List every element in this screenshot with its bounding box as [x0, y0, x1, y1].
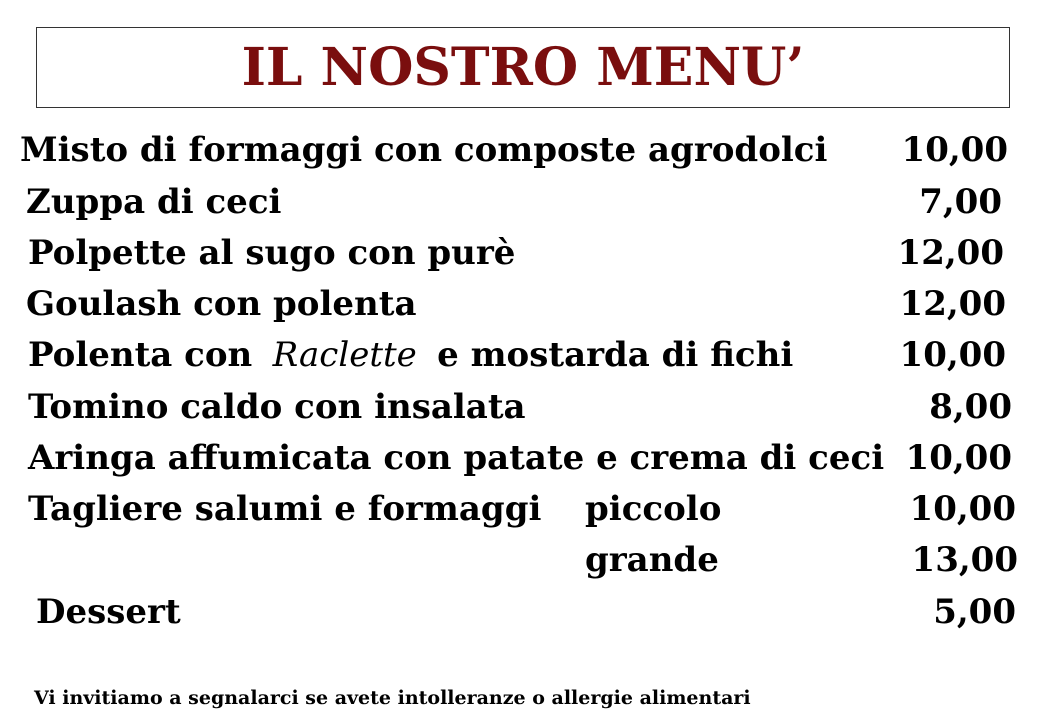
menu-item-name-part: e mostarda di fichi: [437, 335, 794, 375]
menu-item-price: 7,00: [919, 182, 1002, 222]
menu-title: IL NOSTRO MENU’: [241, 37, 805, 98]
menu-item: [0, 333, 1040, 377]
menu-item: [0, 487, 1040, 531]
menu-item-name-part: Polenta con: [28, 335, 253, 375]
menu-item-price: 5,00: [933, 592, 1016, 632]
menu-item-name: Goulash con polenta: [26, 284, 417, 324]
menu-item-price: 8,00: [929, 387, 1012, 427]
menu-item-size: piccolo: [585, 489, 722, 529]
menu-item: [0, 180, 1040, 224]
menu-item-name: Aringa affumicata con patate e crema di ceci: [28, 438, 885, 478]
menu-item-price: 10,00: [905, 438, 1012, 478]
menu-item-name: Polpette al sugo con purè: [28, 233, 516, 273]
menu-item: [0, 231, 1040, 275]
menu-item-variant: [0, 538, 1040, 582]
menu-item-name: Tomino caldo con insalata: [28, 387, 526, 427]
allergy-notice: Vi invitiamo a segnalarci se avete intolleranze o allergie alimentari: [34, 687, 751, 709]
menu-item-price: 12,00: [897, 233, 1004, 273]
menu-item-price: 12,00: [899, 284, 1006, 324]
menu-item-name: [28, 333, 793, 377]
menu-item-size: grande: [585, 540, 719, 580]
menu-item-price: 10,00: [901, 130, 1008, 170]
menu-item: [0, 436, 1040, 480]
menu-item: [0, 590, 1040, 634]
menu-item-price: 10,00: [899, 335, 1006, 375]
menu-item-name: Tagliere salumi e formaggi: [28, 489, 542, 529]
menu-item-name: Zuppa di ceci: [26, 182, 282, 222]
menu-item-name-italic: Raclette: [272, 335, 417, 375]
menu-item-price: 13,00: [911, 540, 1018, 580]
title-box: [36, 27, 1010, 108]
menu-item-price: 10,00: [909, 489, 1016, 529]
menu-item: [0, 128, 1040, 172]
menu-item-name: Dessert: [36, 592, 181, 632]
menu-item-name: Misto di formaggi con composte agrodolci: [20, 130, 828, 170]
menu-item: [0, 282, 1040, 326]
menu-item: [0, 385, 1040, 429]
